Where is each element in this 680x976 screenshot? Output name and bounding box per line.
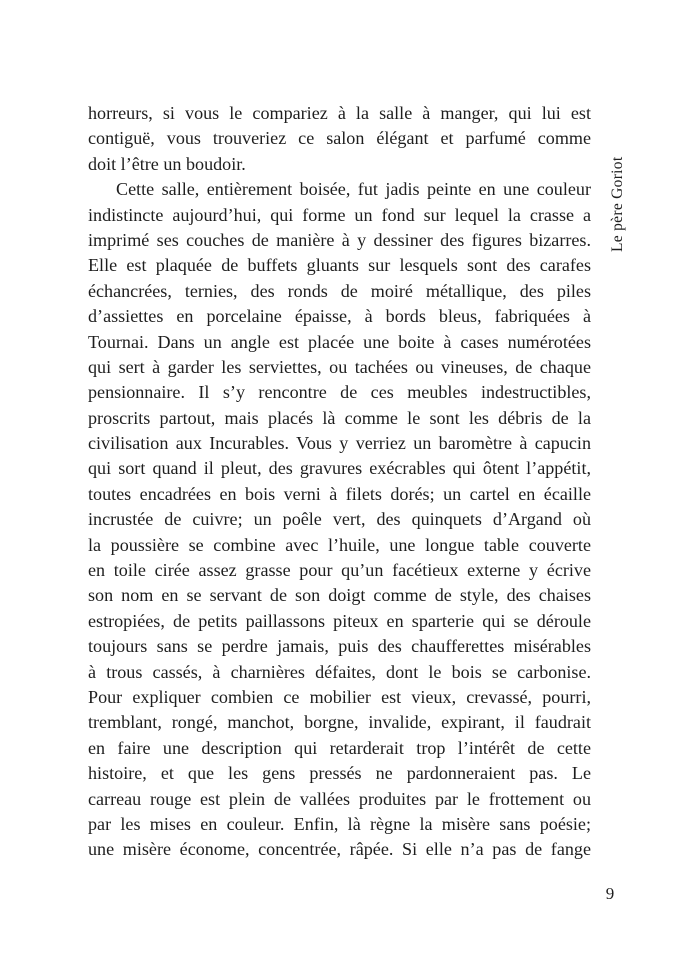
text-line: toutes encadrées en bois verni à filets dorés; un cartel en écaille [88,483,591,504]
text-line: contiguë, vous trouveriez ce salon élégant et parfumé comme [88,128,591,149]
text-line: incrustée de cuivre; un poêle vert, des quinquets d’Argand où [88,509,591,530]
running-head: Le père Goriot [609,156,626,252]
text-line: son nom en se servant de son doigt comme de style, des chaises [88,585,591,606]
text-line: pensionnaire. Il s’y rencontre de ces meubles indestructibles, [88,382,591,403]
text-line: Pour expliquer combien ce mobilier est vieux, crevassé, pourri, [88,686,591,707]
text-line: Cette salle, entièrement boisée, fut jadis peinte en une couleur [116,179,591,200]
text-line: échancrées, ternies, des ronds de moiré métallique, des piles [88,280,591,301]
text-line: histoire, et que les gens pressés ne pardonneraient pas. Le [88,763,591,784]
text-line: Tournai. Dans un angle est placée une boite à cases numérotées [88,331,591,352]
text-line: à trous cassés, à charnières défaites, dont le bois se carbonise. [88,661,591,682]
text-line: d’assiettes en porcelaine épaisse, à bords bleus, fabriquées à [88,306,591,327]
text-line: par les mises en couleur. Enfin, là règne la misère sans poésie; [88,813,591,834]
text-line: carreau rouge est plein de vallées produites par le frottement ou [88,788,591,809]
text-line: qui sert à garder les serviettes, ou tachées ou vineuses, de chaque [88,356,591,377]
text-line: toujours sans se perdre jamais, puis des chaufferettes misérables [88,636,591,657]
text-line: civilisation aux Incurables. Vous y verriez un baromètre à capucin [88,433,591,454]
text-line: une misère économe, concentrée, râpée. Si elle n’a pas de fange [88,839,591,860]
text-line: proscrits partout, mais placés là comme le sont les débris de la [88,407,591,428]
text-line: estropiées, de petits paillassons piteux en sparterie qui se déroule [88,610,591,631]
text-line: tremblant, rongé, manchot, borgne, invalide, expirant, il faudrait [88,712,591,733]
text-line: horreurs, si vous le compariez à la salle à manger, qui lui est [88,103,591,123]
body-text [88,101,591,863]
text-line: en faire une description qui retarderait trop l’intérêt de cette [88,737,591,758]
text-line: indistincte aujourd’hui, qui forme un fond sur lequel la crasse a [88,204,591,225]
text-line: qui sort quand il pleut, des gravures exécrables qui ôtent l’appétit, [88,458,591,479]
text-line: imprimé ses couches de manière à y dessiner des figures bizarres. [88,229,591,250]
page-number: 9 [605,884,615,903]
text-line: doit l’être un boudoir. [88,153,246,174]
text-line: en toile cirée assez grasse pour qu’un facétieux externe y écrive [88,560,591,581]
text-line: Elle est plaquée de buffets gluants sur lesquels sont des carafes [88,255,591,276]
text-line: la poussière se combine avec l’huile, une longue table couverte [88,534,591,555]
